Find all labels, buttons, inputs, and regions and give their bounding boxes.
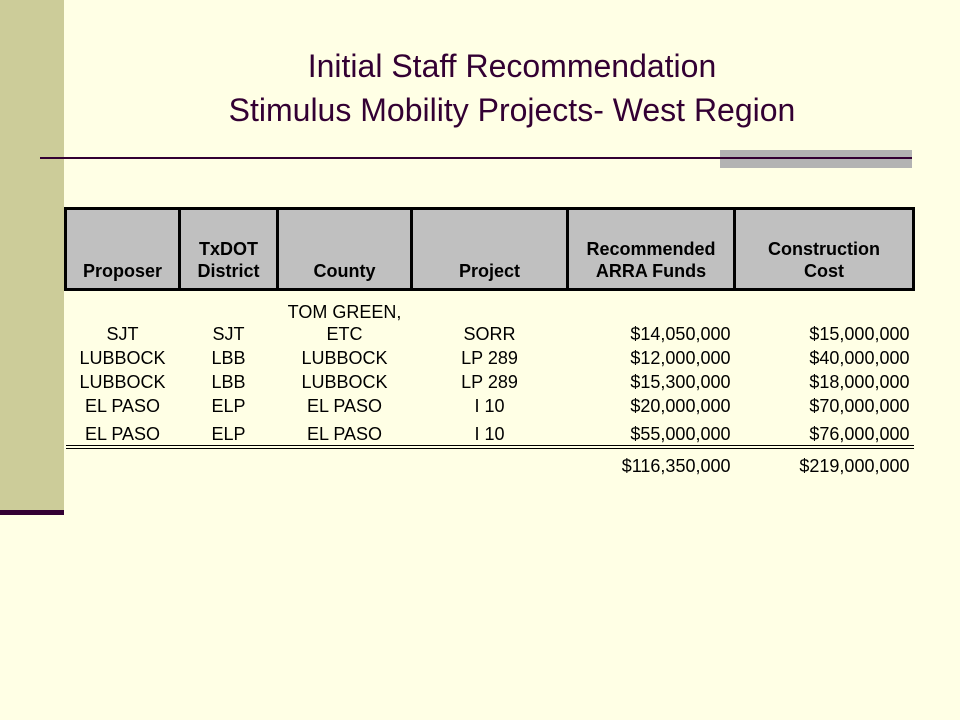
header-district: TxDOT District [180, 209, 278, 290]
table-row [66, 369, 914, 393]
table-row [66, 345, 914, 369]
cell-arra-funds: $55,000,000 [568, 417, 735, 447]
cell-arra-funds: $20,000,000 [630, 396, 731, 416]
cell-proposer: SJT [106, 324, 139, 344]
left-band-accent [0, 510, 64, 515]
cell-county: TOM GREEN, ETC [287, 302, 402, 344]
cell-county: EL PASO [306, 396, 383, 416]
projects-table [64, 207, 915, 477]
cell-county: EL PASO [278, 417, 412, 447]
cell-project: LP 289 [461, 372, 518, 392]
header-proposer: Proposer [66, 209, 180, 290]
cell-district: ELP [180, 417, 278, 447]
cell-district: ELP [211, 396, 246, 416]
cell-construction-cost: $40,000,000 [809, 348, 910, 368]
cell-arra-funds: $15,300,000 [630, 372, 731, 392]
header-county: County [278, 209, 412, 290]
cell-construction-cost: $15,000,000 [809, 324, 910, 344]
table-row [66, 290, 914, 346]
cell-construction-cost: $18,000,000 [809, 372, 910, 392]
cell-district: LBB [211, 348, 246, 368]
cell-proposer: EL PASO [84, 396, 161, 416]
totals-row [66, 447, 914, 477]
cell-proposer: EL PASO [66, 417, 180, 447]
table-row [66, 393, 914, 417]
cell-project: I 10 [474, 396, 505, 416]
cell-construction-cost: $76,000,000 [735, 417, 914, 447]
total-arra-funds: $116,350,000 [621, 456, 731, 476]
cell-project: LP 289 [461, 348, 518, 368]
slide-title [64, 44, 960, 132]
total-construction-cost: $219,000,000 [799, 456, 910, 476]
title-line-2: Stimulus Mobility Projects- West Region [228, 92, 796, 128]
cell-county: LUBBOCK [301, 372, 388, 392]
left-decorative-band [0, 0, 64, 514]
cell-arra-funds: $14,050,000 [630, 324, 731, 344]
title-divider-accent [720, 150, 912, 168]
cell-district: SJT [212, 324, 245, 344]
cell-arra-funds: $12,000,000 [630, 348, 731, 368]
cell-county: LUBBOCK [301, 348, 388, 368]
table-row [66, 417, 914, 447]
cell-proposer: LUBBOCK [79, 348, 166, 368]
table-header-row [66, 209, 914, 290]
cell-project: I 10 [412, 417, 568, 447]
cell-district: LBB [211, 372, 246, 392]
header-arra-funds: Recommended ARRA Funds [568, 209, 735, 290]
title-line-1: Initial Staff Recommendation [307, 48, 717, 84]
cell-project: SORR [463, 324, 516, 344]
header-construction-cost: Construction Cost [735, 209, 914, 290]
header-project: Project [412, 209, 568, 290]
cell-proposer: LUBBOCK [79, 372, 166, 392]
cell-construction-cost: $70,000,000 [809, 396, 910, 416]
